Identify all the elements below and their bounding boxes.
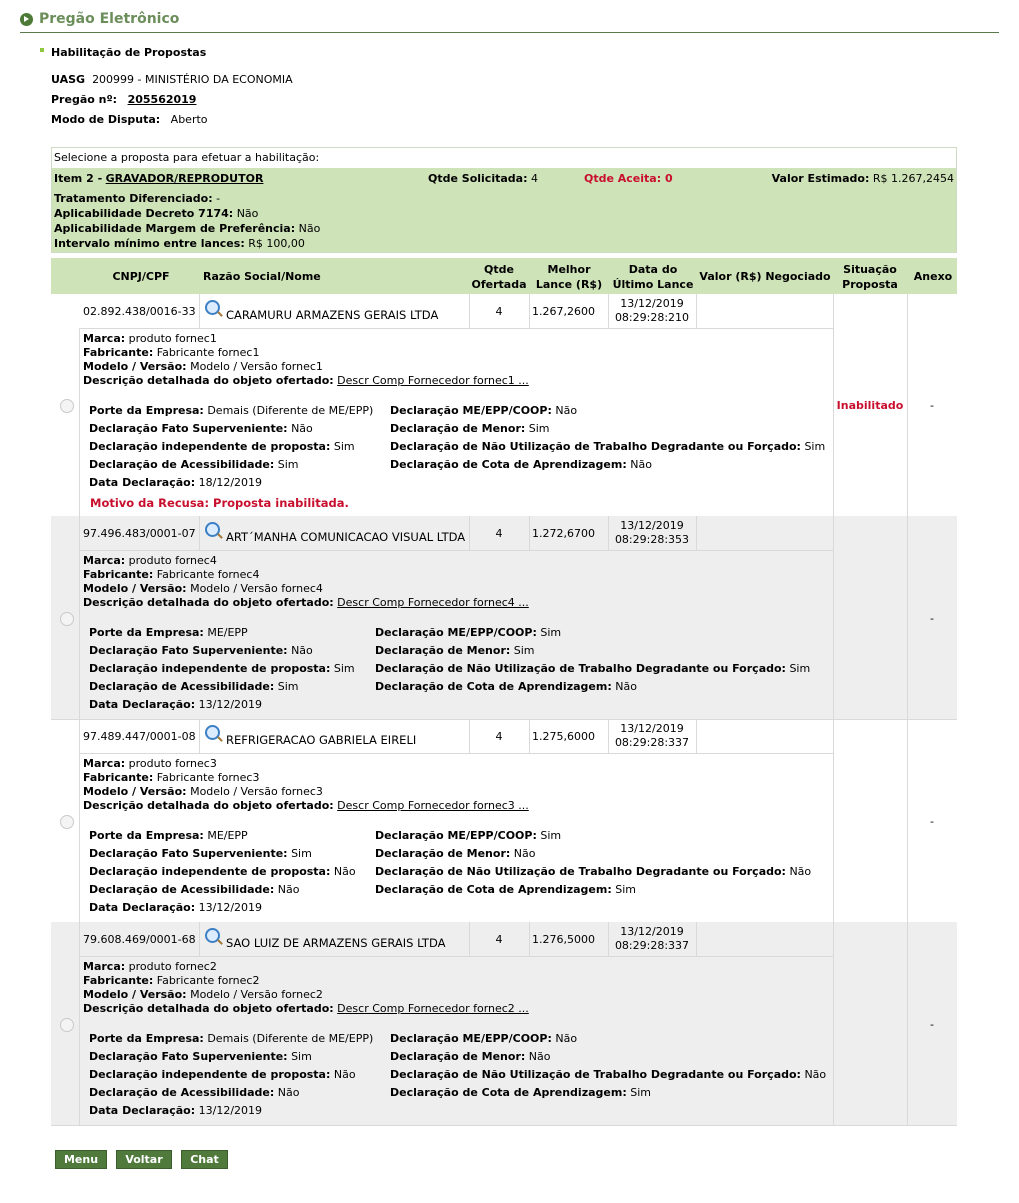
item-link[interactable]: GRAVADOR/REPRODUTOR: [105, 172, 264, 185]
qtde-ofertada: 4: [495, 527, 503, 540]
valor-estimado: Valor Estimado: R$ 1.267,2454: [771, 172, 954, 185]
table-row: [51, 922, 957, 1126]
razao-social: REFRIGERACAO GABRIELA EIRELI: [226, 733, 417, 747]
magnifier-icon[interactable]: [205, 522, 220, 537]
pregao-link[interactable]: 205562019: [127, 93, 197, 106]
col-cnpj: CNPJ/CPF: [112, 270, 170, 283]
col-valor-negociado: Valor (R$) Negociado: [699, 270, 831, 283]
col-anexo: Anexo: [913, 270, 953, 283]
product-details: Marca: produto fornec1 Fabricante: Fabricante fornec1 Modelo / Versão: Modelo / Versão fornec1 Descrição detalhada do objeto ofertado: Descr Comp Fornecedor fornec1 ...: [83, 332, 529, 387]
modelo-value: Modelo / Versão fornec1: [190, 360, 323, 373]
table-header: [51, 258, 957, 294]
fabricante-value: Fabricante fornec1: [156, 346, 260, 359]
select-radio[interactable]: [60, 1018, 74, 1032]
select-radio[interactable]: [60, 399, 74, 413]
motivo-recusa: Motivo da Recusa: Proposta inabilitada.: [90, 496, 349, 510]
page-title: Pregão Eletrônico: [39, 11, 180, 27]
table-row: [51, 516, 957, 720]
intervalo-lances: Intervalo mínimo entre lances: R$ 100,00: [54, 237, 305, 250]
data-ultimo-lance: 13/12/2019 08:29:28:337: [614, 925, 690, 952]
modelo-value: Modelo / Versão fornec3: [190, 785, 323, 798]
qtde-ofertada: 4: [495, 730, 503, 743]
declarations-left: Porte da Empresa: Demais (Diferente de ME/EPP) Declaração Fato Superveniente: Não Declaração independente de proposta: Sim Declaração de Acessibilidade: Sim Data Declaração: 18/12/2019: [89, 404, 374, 489]
cnpj-value: 97.496.483/0001-07: [83, 527, 196, 540]
uasg-info: UASG 200999 - MINISTÉRIO DA ECONOMIA: [51, 73, 293, 86]
select-radio[interactable]: [60, 815, 74, 829]
melhor-lance: 1.267,2600: [532, 305, 595, 318]
magnifier-icon[interactable]: [205, 725, 220, 740]
chat-button[interactable]: Chat: [181, 1150, 228, 1169]
razao-social: SAO LUIZ DE ARMAZENS GERAIS LTDA: [226, 936, 446, 950]
product-details: Marca: produto fornec2 Fabricante: Fabricante fornec2 Modelo / Versão: Modelo / Versão fornec2 Descrição detalhada do objeto ofertado: Descr Comp Fornecedor fornec2 ...: [83, 960, 529, 1015]
aplicabilidade-margem: Aplicabilidade Margem de Preferência: Não: [54, 222, 321, 235]
data-ultimo-lance: 13/12/2019 08:29:28:337: [614, 722, 690, 749]
col-qtde: Qtde Ofertada: [471, 263, 527, 291]
row-summary: [79, 719, 833, 754]
descricao-link[interactable]: Descr Comp Fornecedor fornec2 ...: [337, 1002, 529, 1015]
declarations-left: Porte da Empresa: ME/EPP Declaração Fato Superveniente: Não Declaração independente de proposta: Sim Declaração de Acessibilidade: Sim Data Declaração: 13/12/2019: [89, 626, 355, 711]
anexo-value: -: [930, 815, 934, 828]
arrow-right-icon: [20, 13, 33, 26]
descricao-link[interactable]: Descr Comp Fornecedor fornec1 ...: [337, 374, 529, 387]
situacao-proposta: Inabilitado: [836, 399, 904, 412]
col-situacao: Situação Proposta: [842, 263, 898, 291]
data-ultimo-lance: 13/12/2019 08:29:28:210: [614, 297, 690, 324]
melhor-lance: 1.276,5000: [532, 933, 595, 946]
col-data-lance: Data do Último Lance: [612, 263, 694, 291]
product-details: Marca: produto fornec3 Fabricante: Fabricante fornec3 Modelo / Versão: Modelo / Versão fornec3 Descrição detalhada do objeto ofertado: Descr Comp Fornecedor fornec3 ...: [83, 757, 529, 812]
tratamento-diferenciado: Tratamento Diferenciado: -: [54, 192, 221, 205]
table-row: [51, 719, 957, 923]
anexo-value: -: [930, 1018, 934, 1031]
qtde-solicitada: Qtde Solicitada: 4: [428, 172, 538, 185]
declarations-right: Declaração ME/EPP/COOP: Sim Declaração de Menor: Não Declaração de Não Utilização de Trabalho Degradante ou Forçado: Não Declaração de Cota de Aprendizagem: Sim: [375, 829, 812, 896]
item-panel: [51, 147, 957, 253]
select-prompt: Selecione a proposta para efetuar a habilitação:: [54, 151, 320, 164]
item-details: [52, 168, 956, 252]
row-summary: [79, 294, 833, 329]
declarations-left: Porte da Empresa: ME/EPP Declaração Fato Superveniente: Sim Declaração independente de proposta: Não Declaração de Acessibilidade: Não Data Declaração: 13/12/2019: [89, 829, 356, 914]
fabricante-value: Fabricante fornec2: [156, 974, 260, 987]
col-razao: Razão Social/Nome: [203, 270, 321, 283]
modelo-value: Modelo / Versão fornec4: [190, 582, 323, 595]
magnifier-icon[interactable]: [205, 300, 220, 315]
table-row: [51, 294, 957, 517]
fabricante-value: Fabricante fornec3: [156, 771, 260, 784]
marca-value: produto fornec2: [128, 960, 217, 973]
fabricante-value: Fabricante fornec4: [156, 568, 260, 581]
melhor-lance: 1.275,6000: [532, 730, 595, 743]
item-title: Item 2 - GRAVADOR/REPRODUTOR: [54, 172, 264, 185]
pregao-info: Pregão nº: 205562019: [51, 93, 197, 106]
marca-value: produto fornec3: [128, 757, 217, 770]
cnpj-value: 02.892.438/0016-33: [83, 305, 196, 318]
modelo-value: Modelo / Versão fornec2: [190, 988, 323, 1001]
row-summary: [79, 516, 833, 551]
melhor-lance: 1.272,6700: [532, 527, 595, 540]
anexo-value: -: [930, 612, 934, 625]
marca-value: produto fornec4: [128, 554, 217, 567]
select-radio[interactable]: [60, 612, 74, 626]
section-title: Habilitação de Propostas: [40, 46, 206, 59]
data-ultimo-lance: 13/12/2019 08:29:28:353: [614, 519, 690, 546]
descricao-link[interactable]: Descr Comp Fornecedor fornec4 ...: [337, 596, 529, 609]
col-melhor-lance: Melhor Lance (R$): [535, 263, 603, 291]
descricao-link[interactable]: Descr Comp Fornecedor fornec3 ...: [337, 799, 529, 812]
magnifier-icon[interactable]: [205, 928, 220, 943]
aplicabilidade-decreto: Aplicabilidade Decreto 7174: Não: [54, 207, 259, 220]
declarations-right: Declaração ME/EPP/COOP: Não Declaração de Menor: Sim Declaração de Não Utilização de Trabalho Degradante ou Forçado: Sim Declaração de Cota de Aprendizagem: Não: [390, 404, 826, 471]
product-details: Marca: produto fornec4 Fabricante: Fabricante fornec4 Modelo / Versão: Modelo / Versão fornec4 Descrição detalhada do objeto ofertado: Descr Comp Fornecedor fornec4 ...: [83, 554, 529, 609]
menu-button[interactable]: Menu: [55, 1150, 107, 1169]
marca-value: produto fornec1: [128, 332, 217, 345]
razao-social: ART´MANHA COMUNICACAO VISUAL LTDA: [226, 530, 466, 544]
cnpj-value: 97.489.447/0001-08: [83, 730, 196, 743]
declarations-left: Porte da Empresa: Demais (Diferente de ME/EPP) Declaração Fato Superveniente: Sim Declaração independente de proposta: Não Declaração de Acessibilidade: Não Data Declaração: 13/12/2019: [89, 1032, 374, 1117]
voltar-button[interactable]: Voltar: [116, 1150, 172, 1169]
modo-disputa-info: Modo de Disputa: Aberto: [51, 113, 208, 126]
declarations-right: Declaração ME/EPP/COOP: Sim Declaração de Menor: Sim Declaração de Não Utilização de Trabalho Degradante ou Forçado: Sim Declaração de Cota de Aprendizagem: Não: [375, 626, 811, 693]
page-header: [20, 12, 999, 33]
bullet-icon: [40, 48, 44, 52]
declarations-right: Declaração ME/EPP/COOP: Não Declaração de Menor: Não Declaração de Não Utilização de Trabalho Degradante ou Forçado: Não Declaração de Cota de Aprendizagem: Sim: [390, 1032, 827, 1099]
anexo-value: -: [930, 399, 934, 412]
cnpj-value: 79.608.469/0001-68: [83, 933, 196, 946]
qtde-ofertada: 4: [495, 933, 503, 946]
row-summary: [79, 922, 833, 957]
qtde-aceita: Qtde Aceita: 0: [584, 172, 673, 185]
razao-social: CARAMURU ARMAZENS GERAIS LTDA: [226, 308, 439, 322]
qtde-ofertada: 4: [495, 305, 503, 318]
